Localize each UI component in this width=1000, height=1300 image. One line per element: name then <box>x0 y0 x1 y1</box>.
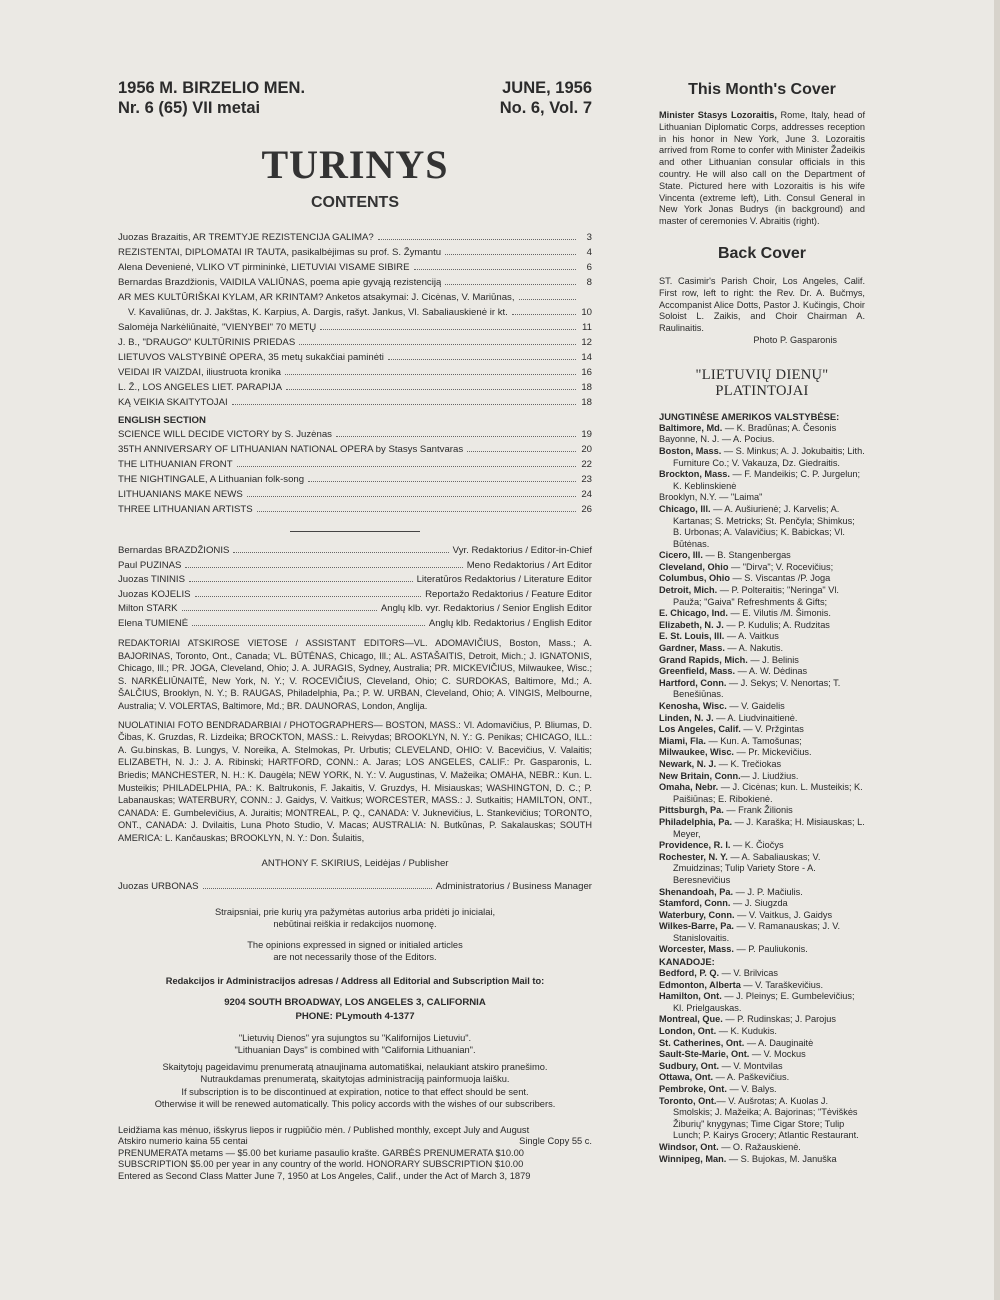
disclaimer-en-line2: are not necessarily those of the Editors. <box>273 952 437 962</box>
distributor-entry <box>659 1061 865 1073</box>
leader-dots <box>467 451 576 452</box>
distributor-names: — V. Gaidelis <box>726 701 785 711</box>
toc-entry-title: Alena Devenienė, VLIKO VT pirmininkė, LIETUVIAI VISAME SIBIRE <box>118 262 410 273</box>
distributor-entry <box>659 759 865 771</box>
distributors-canada <box>659 968 865 1165</box>
distributor-names: — S. Minkus; A. J. Jokubaitis; Lith. Furniture Co.; V. Vakauza, Dz. Giedraitis. <box>673 445 865 468</box>
distributor-city: Miami, Fla. <box>659 735 706 746</box>
toc-entry-page: 6 <box>586 262 592 273</box>
distributor-names: — J. Siugzda <box>730 898 788 909</box>
toc-entry <box>118 305 592 320</box>
toc-entry-title: LITHUANIANS MAKE NEWS <box>118 489 243 500</box>
distributor-city: St. Catherines, Ont. <box>659 1037 745 1048</box>
distributor-entry <box>659 968 865 980</box>
issue-header <box>118 78 592 118</box>
distributor-names: Bayonne, N. J. — A. Pocius. <box>659 434 775 445</box>
distributor-city: Winnipeg, Man. <box>659 1153 727 1164</box>
back-cover-text: ST. Casimir's Parish Choir, Los Angeles, Calif. First row, left to right: the Rev. Dr. A. Bučmys, Accompanist Alice Dotts, Pastor J. Kučingis, Choir Soloist L. Zaikis, and Choir Chairman A. Raulinaitis. <box>659 275 865 334</box>
distributor-entry <box>659 840 865 852</box>
distributor-city: Worcester, Mass. <box>659 944 734 955</box>
toc-entry-title: Salomėja Narkėliūnaitė, "VIENYBEI" 70 METŲ <box>118 322 317 333</box>
distributor-entry <box>659 747 865 759</box>
disclaimer-lt-line2: nebūtinai reiškia ir redakcijos nuomonę. <box>273 919 437 929</box>
publication-frequency: Leidžiama kas mėnuo, išskyrus liepos ir rugpiūčio mėn. / Published monthly, except July and August <box>118 1124 530 1135</box>
leader-dots <box>232 404 576 405</box>
toc-entry <box>118 502 592 517</box>
disclaimer-en-line1: The opinions expressed in signed or initialed articles <box>247 939 463 950</box>
distributor-entry <box>659 1084 865 1096</box>
back-cover-description <box>659 276 865 347</box>
distributor-city: Shenandoah, Pa. <box>659 886 734 897</box>
photo-credit: Photo P. Gasparonis <box>753 334 837 345</box>
distributor-entry <box>659 887 865 899</box>
leader-dots <box>257 511 576 512</box>
distributor-entry <box>659 666 865 678</box>
toc-entry <box>118 230 592 245</box>
distributor-city: Milwaukee, Wisc. <box>659 747 734 758</box>
leader-dots <box>445 284 576 285</box>
distributor-names: — P. Pauliukonis. <box>733 944 808 955</box>
distributor-entry <box>659 504 865 550</box>
back-cover-heading: Back Cover <box>717 244 807 262</box>
toc-entry <box>118 487 592 502</box>
distributor-names: — A. Vaitkus <box>724 631 779 642</box>
distributor-names: — Frank Žilionis <box>723 805 793 816</box>
disclaimer-lt <box>118 906 592 931</box>
publication-info <box>118 1125 592 1183</box>
toc-entry <box>118 442 592 457</box>
leader-dots <box>519 299 577 300</box>
distributor-city: Ottawa, Ont. <box>659 1072 714 1083</box>
distributor-city: Edmonton, Alberta <box>659 979 741 990</box>
staff-role: Anglų klb. Redaktorius / English Editor <box>428 617 592 629</box>
distributor-names: — J. P. Mačiulis. <box>733 886 803 897</box>
distributor-city: Toronto, Ont. <box>659 1095 717 1106</box>
distributor-city: Hartford, Conn. <box>659 677 727 688</box>
issue-en-line2: No. 6, Vol. 7 <box>499 99 592 117</box>
toc-entry <box>118 350 592 365</box>
business-manager-name: Juozas URBONAS <box>118 880 199 892</box>
business-manager-role: Administratorius / Business Manager <box>435 880 592 892</box>
distributor-entry <box>659 980 865 992</box>
toc-entry-title: AR MES KULTŪRIŠKAI KYLAM, AR KRINTAM? Anketos atsakymai: J. Cicėnas, V. Mariūnas, <box>118 292 515 303</box>
toc-entry-title: J. B., "DRAUGO" KULTŪRINIS PRIEDAS <box>118 337 296 348</box>
distributors-usa <box>659 423 865 956</box>
leader-dots <box>185 567 462 568</box>
table-of-contents <box>118 230 592 410</box>
staff-entry <box>118 602 592 617</box>
distributor-names: — V. Ramanauskas; J. V. Stanislovaitis. <box>673 921 841 943</box>
toc-entry <box>118 320 592 335</box>
distributor-entry <box>659 678 865 701</box>
distributor-city: Boston, Mass. <box>659 445 722 456</box>
toc-entry-title: 35TH ANNIVERSARY OF LITHUANIAN NATIONAL OPERA by Stasys Santvaras <box>118 444 464 455</box>
distributor-entry <box>659 1072 865 1084</box>
distributor-names: — A. Nakutis. <box>724 643 784 654</box>
distributor-city: Providence, R. I. <box>659 840 731 851</box>
toc-entry <box>118 260 592 275</box>
distributor-city: Columbus, Ohio <box>659 573 730 584</box>
staff-name: Bernardas BRAZDŽIONIS <box>118 545 230 556</box>
distributor-entry <box>659 423 865 435</box>
distributor-names: — J. Karaška; H. Misiauskas; L. Meyer, <box>673 816 865 839</box>
address-heading: Redakcijos ir Administracijos adresas / Address all Editorial and Subscription Mail to: <box>165 975 545 986</box>
distributor-entry <box>659 921 865 944</box>
leader-dots <box>233 552 448 553</box>
toc-entry <box>118 457 592 472</box>
distributor-city: Detroit, Mich. <box>659 585 718 596</box>
merger-note-en: "Lithuanian Days" is combined with "California Lithuanian". <box>234 1045 476 1055</box>
toc-entry-title: KĄ VEIKIA SKAITYTOJAI <box>118 397 228 408</box>
distributor-city: Pembroke, Ont. <box>659 1084 727 1094</box>
distributor-names: — J. Pleinys; E. Gumbelevičius; Kl. Prielgauskas. <box>673 991 855 1013</box>
left-column <box>118 78 592 1182</box>
leader-dots <box>203 888 432 889</box>
distributor-names: — O. Ražauskienė. <box>718 1141 801 1152</box>
distributor-names: — J. Belinis <box>747 654 799 665</box>
distributor-names: — A. W. Dėdinas <box>735 666 808 677</box>
leader-dots <box>285 374 576 375</box>
issue-en <box>500 78 592 118</box>
leader-dots <box>414 269 577 270</box>
toc-entry-page: 4 <box>586 247 592 258</box>
distributor-entry <box>659 585 865 608</box>
toc-entry-page: 16 <box>581 367 592 378</box>
distributor-names: — Pr. Mickevičius. <box>733 747 812 758</box>
leader-dots <box>237 466 576 467</box>
toc-entry-page: 8 <box>586 277 592 288</box>
distributor-entry <box>659 991 865 1014</box>
distributor-entry <box>659 1154 865 1166</box>
distributor-names: — K. Čiočys <box>730 840 784 851</box>
staff-name: Juozas KOJELIS <box>118 588 191 600</box>
distributor-city: Sault-Ste-Marie, Ont. <box>659 1049 750 1060</box>
distributor-city: Rochester, N. Y. <box>659 851 728 862</box>
distributor-names: — P. Polteraitis; "Neringa" Vl. Pauža; "Gaiva" Refreshments & Gifts; <box>673 585 839 607</box>
distributor-city: Bedford, P. Q. <box>659 968 720 979</box>
toc-entry <box>118 275 592 290</box>
toc-entry-title: Juozas Brazaitis, AR TREMTYJE REZISTENCIJA GALIMA? <box>118 232 374 243</box>
subscription-price-en: SUBSCRIPTION $5.00 per year in any country of the world. HONORARY SUBSCRIPTION $10.00 <box>118 1159 524 1170</box>
distributor-city: Cleveland, Ohio <box>659 561 729 572</box>
distributor-entry <box>659 1038 865 1050</box>
renewal-policy <box>118 1061 592 1111</box>
distributor-city: Grand Rapids, Mich. <box>659 654 748 665</box>
toc-entry-title: VEIDAI IR VAIZDAI, iliustruota kronika <box>118 367 281 378</box>
disclaimer-en <box>118 939 592 964</box>
distributor-names: — V. Pržgintas <box>740 724 804 735</box>
distributor-city: Cicero, Ill. <box>659 550 703 561</box>
distributor-entry <box>659 898 865 910</box>
distributor-entry <box>659 446 865 469</box>
staff-name: Elena TUMIENĖ <box>118 617 189 629</box>
page-title: TURINYS <box>261 142 449 187</box>
distributor-names: — J. Sekys; V. Nenortas; T. Benešiūnas. <box>673 677 841 700</box>
photographers: NUOLATINIAI FOTO BENDRADARBIAI / PHOTOGRAPHERS— BOSTON, MASS.: Vl. Adomavičius, P. Bliumas, D. Čibas, K. Gruzdas, R. Lizdeika; BROCKTON, MASS.: L. Reivydas; BROOKLYN, N. Y.: G. Penikas; CHICAGO, ILL.: A. Gu.binskas, B. Lungys, V. Noreika, A. Stelmokas, Pr. Urbutis; CLEVELAND, OHIO: V. Bacevičius, V. Valaitis; ELIZABETH, N. J.: J. A. Ribinski; HARTFORD, CONN.: A. Jaras; LOS ANGELES, CALIF.: Pr. Gasparonis, L. Briedis; MANCHESTER, N. H.: K. Daugėla; NEW YORK, N. Y.: V. Augustinas, V. Mažeika; OMAHA, NEBR.: Kun. L. Musteikis; PHILADELPHIA, PA.: K. Baltrukonis, F. Jakaitis, V. Gruzdys, H. Misiauskas; WASHINGTON, D. C.; P. Labanauskas; WATERBURY, CONN.: J. Gaidys, V. Vaitkus; WORCESTER, MASS.: J. Sutkaitis; HAMILTON, ONT., CANADA: E. Gumbelevičius, A. Juraitis; MONTREAL, P. Q., CANADA: V. Juknevičius, L. Stankevičius; TORONTO, ONT., CANADA: J. Dvilaitis, Luna Photo Studio, V. Macas; AUSTRALIA: N. Butkūnas, P. Sakalauskas; SOUTH AMERICA: L. Kančauskas; BROOKLYN, N. Y.: Don. Šulaitis, <box>118 719 592 843</box>
distributor-names: — A. Liudvinaitienė. <box>713 712 798 723</box>
distributor-names: — A. Dauginaitė <box>744 1037 814 1048</box>
distributor-names: — E. Vilutis /M. Šimonis. <box>727 608 831 619</box>
phone-number: PHONE: PLymouth 4-1377 <box>295 1010 415 1022</box>
assistant-editors: REDAKTORIAI ATSKIROSE VIETOSE / ASSISTANT EDITORS—VL. ADOMAVIČIUS, Boston, Mass.; A. BAJORINAS, Toronto, Ont., Canada; VL. BŪTĖNAS, Chicago, Ill.; AL. ASTAŠAITIS, Detroit, Mich.; J. IGNATONIS, Chicago, Ill.; PR. JOGA, Cleveland, Ohio; J. A. JURAGIS, Sydney, Australia; PR. MICKEVIČIUS, Milwaukee, Wisc.; S. NARKĖLIŪNAITĖ, New York, N. Y.; V. ROCEVIČIUS, Cleveland, Ohio; C. SURDOKAS, Baltimore, Md.; A. ŠALČIUS, Brooklyn, N. Y.; B. RAUGAS, Philadelphia, Pa.; P. W. URBAN, Cleveland, Ohio; A. VINGIS, Melbourne, Australia; V. VOLERTAS, Baltimore, Md.; BR. DAUNORAS, London, Anglija. <box>118 638 592 711</box>
distributor-names: — V. Vaitkus, J. Gaidys <box>734 909 833 920</box>
distributor-entry <box>659 562 865 574</box>
toc-entry-page: 12 <box>581 337 592 348</box>
distributor-names: — P. Kudulis; A. Rudzitas <box>723 619 830 630</box>
editorial-staff <box>118 544 592 631</box>
leader-dots <box>512 314 576 315</box>
distributor-entry <box>659 910 865 922</box>
distributor-city: Waterbury, Conn. <box>659 909 735 920</box>
leader-dots <box>195 596 422 597</box>
issue-en-line1: JUNE, 1956 <box>502 79 592 97</box>
toc-entry <box>118 290 592 305</box>
distributor-names: Brooklyn, N.Y. — "Laima" <box>659 492 763 503</box>
divider <box>290 531 420 532</box>
publisher: ANTHONY F. SKIRIUS, Leidėjas / Publisher <box>261 857 449 869</box>
toc-entry-page: 20 <box>581 444 592 455</box>
staff-entry <box>118 617 592 632</box>
toc-entry-page: 3 <box>586 232 592 243</box>
toc-entry <box>118 380 592 395</box>
staff-role: Vyr. Redaktorius / Editor-in-Chief <box>452 545 592 556</box>
toc-entry <box>118 395 592 410</box>
leader-dots <box>378 239 576 240</box>
distributor-city: Hamilton, Ont. <box>659 991 722 1002</box>
disclaimer-lt-line1: Straipsniai, prie kurių yra pažymėtas autorius arba pridėti jo inicialai, <box>214 906 496 917</box>
staff-name: Paul PUZINAS <box>118 559 182 571</box>
staff-role: Meno Redaktorius / Art Editor <box>466 559 592 571</box>
page-subtitle: CONTENTS <box>311 194 399 211</box>
single-copy-price <box>118 1136 592 1148</box>
region-canada: KANADOJE: <box>659 956 715 968</box>
distributor-city: Sudbury, Ont. <box>659 1060 720 1071</box>
distributor-entry <box>659 1096 865 1142</box>
toc-entry-title: L. Ž., LOS ANGELES LIET. PARAPIJA <box>118 382 283 393</box>
distributor-names: — V. Brilvicas <box>719 968 778 979</box>
distributor-entry <box>659 550 865 562</box>
merger-note-lt: "Lietuvių Dienos" yra sujungtos su "Kalifornijos Lietuviu". <box>238 1032 472 1043</box>
leader-dots <box>336 436 576 437</box>
distributor-names: — V. Balys. <box>726 1084 777 1094</box>
distributor-city: E. Chicago, Ind. <box>659 608 728 619</box>
toc-entry-page: 19 <box>581 429 592 440</box>
leader-dots <box>189 581 413 582</box>
toc-entry-page: 22 <box>581 459 592 470</box>
distributor-city: Kenosha, Wisc. <box>659 701 727 711</box>
toc-entry <box>118 472 592 487</box>
distributors-heading <box>659 367 865 399</box>
distributor-entry <box>659 736 865 748</box>
distributor-entry <box>659 771 865 783</box>
distributor-city: E. St. Louis, Ill. <box>659 631 725 642</box>
toc-entry-page: 10 <box>581 307 592 318</box>
toc-entry-page: 18 <box>581 382 592 393</box>
leader-dots <box>445 254 576 255</box>
distributor-names: — S. Viscantas /P. Joga <box>729 573 831 584</box>
toc-entry-title: REZISTENTAI, DIPLOMATAI IR TAUTA, pasikalbėjimas su prof. S. Žymantu <box>118 247 442 258</box>
staff-role: Literatūros Redaktorius / Literature Editor <box>416 574 592 585</box>
renewal-line4: Otherwise it will be renewed automatically. This policy accords with the wishes of our subscribers. <box>154 1099 556 1109</box>
distributor-entry <box>659 655 865 667</box>
toc-entry-title: SCIENCE WILL DECIDE VICTORY by S. Juzėnas <box>118 429 332 440</box>
toc-entry-page: 23 <box>581 474 592 485</box>
staff-entry <box>118 588 592 603</box>
toc-entry-title: V. Kavaliūnas, dr. J. Jakštas, K. Karpius, A. Dargis, rašyt. Jankus, Vl. Sabaliauskienė ir kt. <box>128 307 508 318</box>
street-address: 9204 SOUTH BROADWAY, LOS ANGELES 3, CALIFORNIA <box>224 996 486 1008</box>
toc-entry-page: 26 <box>581 504 592 515</box>
distributor-names: — A. Sabaliauskas; V. Zmuidzinas; Tulip Variety Store - A. Beresnevičius <box>673 851 821 885</box>
distributor-city: Windsor, Ont. <box>659 1141 719 1152</box>
merger-note <box>118 1032 592 1057</box>
distributor-city: Brockton, Mass. <box>659 469 730 480</box>
toc-entry-title: LIETUVOS VALSTYBINĖ OPERA, 35 metų sukakčiai paminėti <box>118 352 384 363</box>
distributors-heading-line1: "LIETUVIŲ DIENŲ" <box>695 366 829 383</box>
toc-entry <box>118 427 592 442</box>
distributor-city: Omaha, Nebr. <box>659 782 719 793</box>
staff-entry <box>118 559 592 574</box>
distributor-entry <box>659 944 865 956</box>
distributor-entry <box>659 724 865 736</box>
distributor-entry <box>659 608 865 620</box>
toc-entry-title: Bernardas Brazdžionis, VAIDILA VALIŪNAS, poema apie gyvąją rezistenciją <box>118 277 442 288</box>
business-manager <box>118 881 592 892</box>
single-copy-price-en: Single Copy 55 c. <box>519 1136 592 1147</box>
distributor-city: New Britain, Conn. <box>659 770 741 781</box>
distributor-names: — J. Liudžius. <box>740 770 799 781</box>
toc-entry-title: THREE LITHUANIAN ARTISTS <box>118 504 253 515</box>
toc-entry-title: THE NIGHTINGALE, A Lithuanian folk-song <box>118 474 305 485</box>
distributor-entry <box>659 631 865 643</box>
leader-dots <box>182 610 377 611</box>
distributor-names: — K. Bradūnas; A. Česonis <box>722 422 837 433</box>
toc-entry <box>118 335 592 350</box>
leader-dots <box>388 359 576 360</box>
distributor-city: Pittsburgh, Pa. <box>659 805 724 816</box>
distributor-names: — V. Taraškevičius. <box>740 979 824 990</box>
distributor-names: — A. Paškevičius. <box>713 1072 790 1083</box>
distributor-entry <box>659 434 865 446</box>
distributor-entry <box>659 492 865 504</box>
distributor-entry <box>659 805 865 817</box>
renewal-line2: Nutraukdamas prenumeratą, skaitytojas administraciją painformuoja laišku. <box>200 1074 510 1084</box>
toc-entry-page: 11 <box>582 322 592 333</box>
mailing-address <box>118 996 592 1024</box>
staff-role: Reportažo Redaktorius / Feature Editor <box>425 588 592 600</box>
single-copy-price-lt: Atskiro numerio kaina 55 centai <box>118 1136 248 1147</box>
distributor-city: Montreal, Que. <box>659 1014 723 1025</box>
renewal-line3: If subscription is to be discontinued at expiration, notice to that effect should be sent. <box>181 1086 529 1097</box>
staff-entry <box>118 573 592 588</box>
distributor-names: — A. Aušiurienė; J. Karvelis; A. Kartanas; S. Metricks; St. Penčyla; Shimkus; B. Urbonas; A. Valavičius; K. Babickas; Vl. Būtėnas. <box>673 503 855 549</box>
distributor-names: — F. Mandeikis; C. P. Jurgelun; K. Keblinskienė <box>673 469 861 491</box>
staff-entry <box>118 544 592 559</box>
toc-entry-page: 18 <box>581 397 592 408</box>
distributor-names: — "Dirva"; V. Rocevičius; <box>728 561 834 572</box>
distributor-names: — P. Rudinskas; J. Parojus <box>722 1014 837 1025</box>
cover-heading: This Month's Cover <box>688 81 836 98</box>
toc-entry-title: THE LITHUANIAN FRONT <box>118 459 233 470</box>
staff-name: Juozas TININIS <box>118 574 186 585</box>
right-column <box>659 80 865 1165</box>
issue-lt-line1: 1956 M. BIRZELIO MEN. <box>118 79 306 97</box>
distributor-entry <box>659 469 865 492</box>
distributor-entry <box>659 713 865 725</box>
distributor-entry <box>659 701 865 713</box>
leader-dots <box>286 389 576 390</box>
distributor-city: Philadelphia, Pa. <box>659 816 733 827</box>
distributor-names: — B. Stangenbergas <box>702 550 791 561</box>
cover-description <box>659 110 865 228</box>
distributor-entry <box>659 573 865 585</box>
distributor-city: Greenfield, Mass. <box>659 666 736 677</box>
issue-lt-line2: Nr. 6 (65) VII metai <box>118 99 261 117</box>
distributor-entry <box>659 1049 865 1061</box>
table-of-contents-english <box>118 427 592 517</box>
distributor-entry <box>659 782 865 805</box>
distributor-city: Stamford, Conn. <box>659 898 731 909</box>
cover-text: Rome, Italy, head of Lithuanian Diplomatic Corps, addresses reception in his honor in New York, June 3. Lozoraitis arrived from Rome to confer with Minister Žadeikis and other Lithuanian consular officials in this country. He will also call on the Department of State. Pictured here with Lozoraitis is his wife Vincenta (extreme left), Lith. Consul General in New York Jonas Budrys (in background) and master of ceremonies V. Abraitis (right). <box>659 110 865 227</box>
distributor-city: Wilkes-Barre, Pa. <box>659 921 734 932</box>
leader-dots <box>308 481 576 482</box>
distributor-entry <box>659 817 865 840</box>
distributor-city: Los Angeles, Calif. <box>659 724 741 735</box>
distributor-entry <box>659 1014 865 1026</box>
distributor-names: — V. Mockus <box>749 1049 806 1060</box>
staff-role: Anglų klb. vyr. Redaktorius / Senior English Editor <box>380 603 592 614</box>
distributor-entry <box>659 620 865 632</box>
leader-dots <box>320 329 576 330</box>
english-section-label: ENGLISH SECTION <box>118 415 206 426</box>
page-edge <box>994 0 1000 1300</box>
toc-entry <box>118 365 592 380</box>
postal-entry-note: Entered as Second Class Matter June 7, 1950 at Los Angeles, Calif., under the Act of March 3, 1879 <box>118 1170 531 1181</box>
cover-subject: Minister Stasys Lozoraitis, <box>659 110 777 120</box>
distributor-city: Baltimore, Md. <box>659 422 723 433</box>
renewal-line1: Skaitytojų pageidavimu prenumeratą atnaujinama automatiškai, nelaukiant atskiro pranešimo. <box>162 1061 548 1072</box>
distributor-city: Gardner, Mass. <box>659 643 725 654</box>
distributor-city: London, Ont. <box>659 1026 717 1037</box>
distributor-names: — K. Kudukis. <box>716 1026 777 1037</box>
distributors-heading-line2: PLATINTOJAI <box>715 382 809 399</box>
leader-dots <box>247 496 576 497</box>
distributor-entry <box>659 1142 865 1154</box>
distributor-city: Newark, N. J. <box>659 758 717 769</box>
distributor-entry <box>659 852 865 887</box>
toc-entry-page: 24 <box>581 489 592 500</box>
distributor-names: — S. Bujokas, M. Januška <box>726 1153 837 1164</box>
distributor-city: Linden, N. J. <box>659 712 714 723</box>
issue-lt <box>118 78 305 118</box>
distributor-names: — J. Cicėnas; kun. L. Musteikis; K. Paišiūnas; E. Ribokienė. <box>673 782 863 804</box>
distributor-entry <box>659 1026 865 1038</box>
staff-name: Milton STARK <box>118 603 178 614</box>
distributor-names: — Kun. A. Tamošunas; <box>705 735 802 746</box>
leader-dots <box>299 344 576 345</box>
subscription-price-lt: PRENUMERATA metams — $5.00 bet kuriame pasaulio krašte. GARBĖS PRENUMERATA $10.00 <box>118 1147 524 1158</box>
distributor-city: Elizabeth, N. J. <box>659 619 724 630</box>
region-usa: JUNGTINĖSE AMERIKOS VALSTYBĖSE: <box>659 410 840 422</box>
distributor-city: Chicago, Ill. <box>659 503 711 514</box>
toc-entry <box>118 245 592 260</box>
distributor-names: — K. Trečiokas <box>716 758 782 769</box>
distributor-entry <box>659 643 865 655</box>
distributor-names: — V. Montvilas <box>719 1060 783 1071</box>
leader-dots <box>192 625 425 626</box>
distributor-names: — V. Aušrotas; A. Kuolas J. Smolskis; J. Mažeika; A. Bajorinas; "Tėviškės Žiburių" knygynas; Time Cigar Store; Tulip Lunch; P. Kairys Grocery; Atlantic Restaurant. <box>673 1095 859 1141</box>
toc-entry-page: 14 <box>581 352 592 363</box>
